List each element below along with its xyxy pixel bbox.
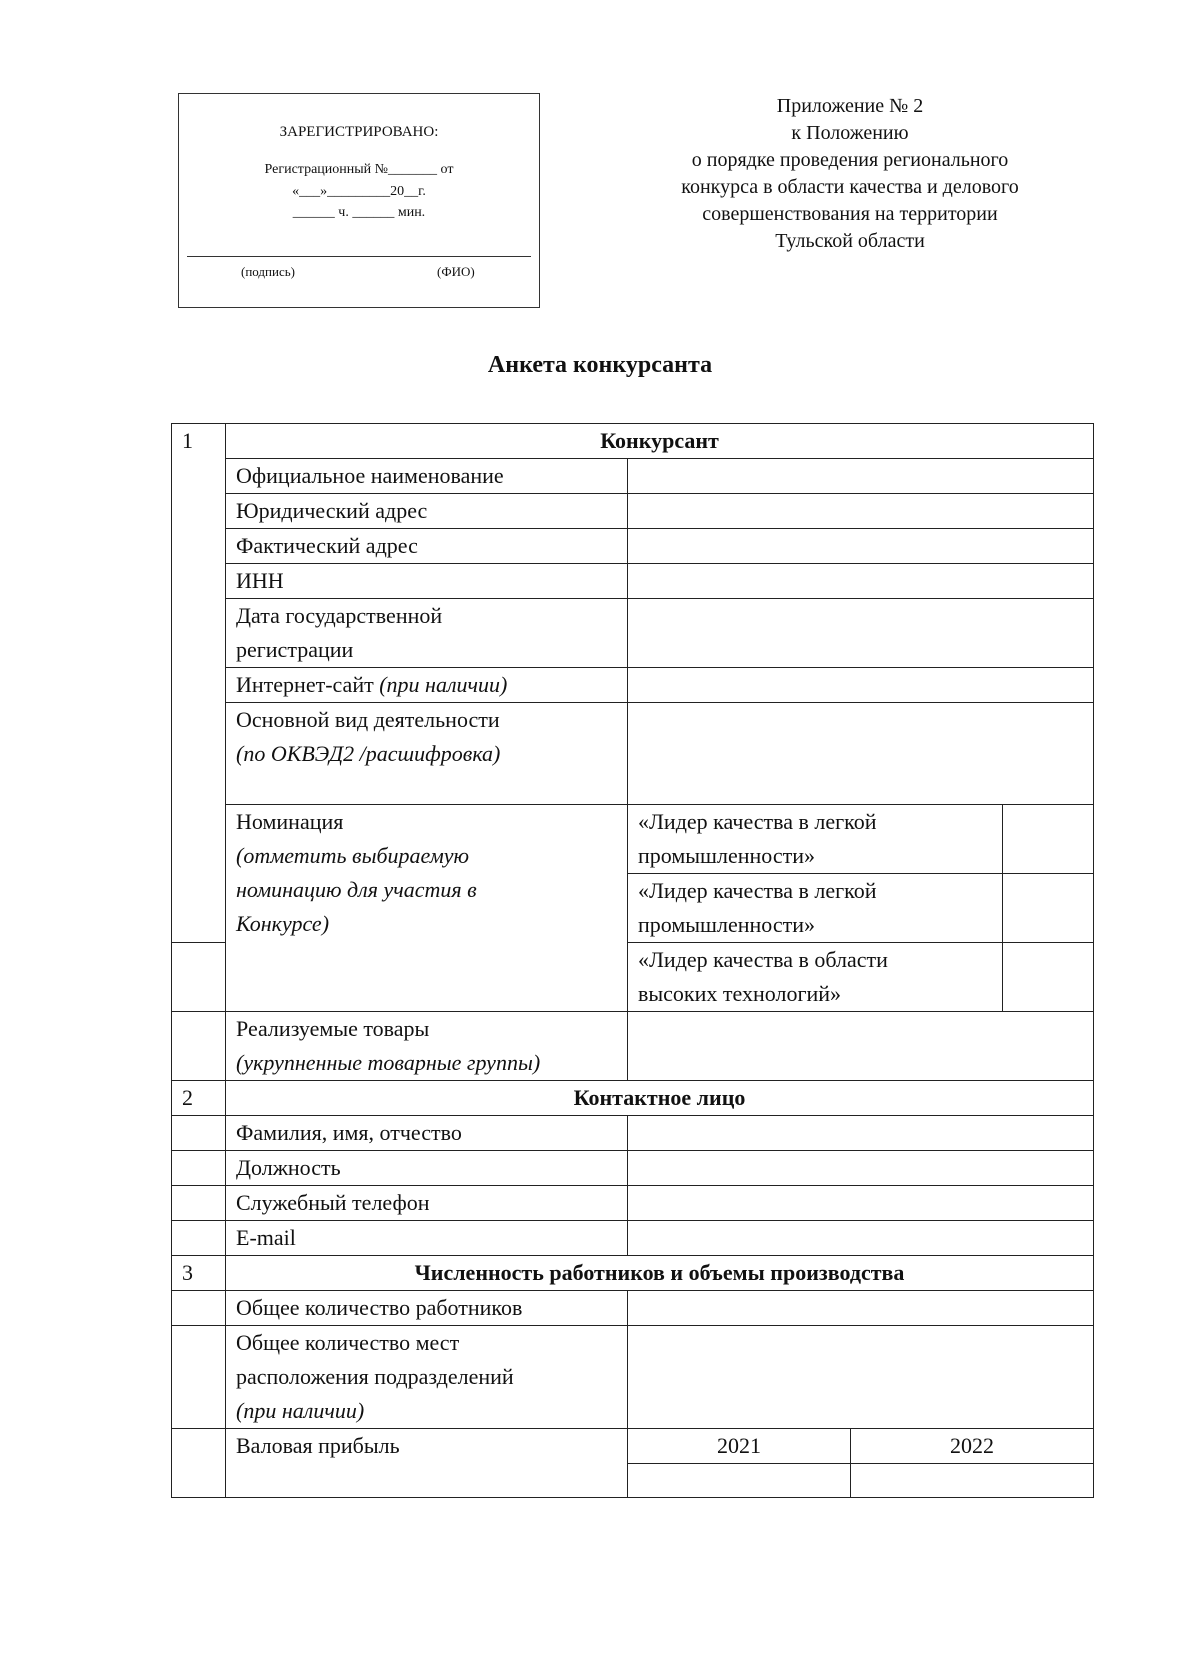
table-row xyxy=(172,1291,1094,1326)
field-label: E-mail xyxy=(226,1221,628,1256)
goods-field[interactable] xyxy=(628,1012,1094,1081)
empty-number-cell xyxy=(172,1151,226,1186)
locations-field[interactable] xyxy=(628,1326,1094,1429)
field-label: Дата государственной регистрации xyxy=(226,599,628,668)
table-row xyxy=(172,1221,1094,1256)
section-title: Численность работников и объемы производства xyxy=(226,1256,1094,1291)
table-row xyxy=(172,805,1094,874)
stamp-signature-line xyxy=(187,256,531,257)
position-field[interactable] xyxy=(628,1151,1094,1186)
field-label xyxy=(226,668,628,703)
empty-number-cell xyxy=(172,1116,226,1151)
table-row xyxy=(172,668,1094,703)
section-title: Конкурсант xyxy=(226,424,1094,459)
section-number: 3 xyxy=(172,1256,226,1291)
nomination-checkbox[interactable] xyxy=(1003,874,1094,943)
nomination-checkbox[interactable] xyxy=(1003,943,1094,1012)
table-row xyxy=(172,529,1094,564)
locations-note: (при наличии) xyxy=(236,1398,365,1423)
stamp-fio-label: (ФИО) xyxy=(437,264,475,279)
stamp-date: «___»_________20__г. xyxy=(292,184,426,199)
table-row xyxy=(172,1326,1094,1429)
stamp-title: ЗАРЕГИСТРИРОВАНО: xyxy=(279,124,439,140)
appendix-line: Тульской области xyxy=(775,230,925,252)
stamp-signature-label: (подпись) xyxy=(241,264,295,279)
appendix-line: о порядке проведения регионального xyxy=(691,149,1009,171)
official-name-field[interactable] xyxy=(628,459,1094,494)
employees-field[interactable] xyxy=(628,1291,1094,1326)
appendix-line: к Положению xyxy=(791,122,909,144)
gross-profit-2022-field[interactable] xyxy=(851,1464,1094,1498)
stamp-reg-number: Регистрационный №_______ от xyxy=(264,162,454,177)
activity-field[interactable] xyxy=(628,703,1094,805)
field-label xyxy=(226,1326,628,1429)
phone-field[interactable] xyxy=(628,1186,1094,1221)
section-title: Контактное лицо xyxy=(226,1081,1094,1116)
table-row xyxy=(172,1151,1094,1186)
empty-number-cell xyxy=(172,1429,226,1498)
gross-profit-2021-field[interactable] xyxy=(628,1464,851,1498)
legal-address-field[interactable] xyxy=(628,494,1094,529)
empty-number-cell xyxy=(172,943,226,1012)
nomination-option: «Лидер качества в области высоких технологий» xyxy=(628,943,1003,1012)
section-3-header xyxy=(172,1256,1094,1291)
section-number: 2 xyxy=(172,1081,226,1116)
field-label: ИНН xyxy=(226,564,628,599)
field-label: Официальное наименование xyxy=(226,459,628,494)
nomination-option: «Лидер качества в легкой промышленности» xyxy=(628,874,1003,943)
appendix-header xyxy=(640,93,1060,255)
table-row xyxy=(172,494,1094,529)
field-label: Общее количество работников xyxy=(226,1291,628,1326)
actual-address-field[interactable] xyxy=(628,529,1094,564)
registration-stamp xyxy=(178,93,540,308)
questionnaire-table xyxy=(171,423,1094,1498)
field-label xyxy=(226,703,628,805)
table-row xyxy=(172,599,1094,668)
document-title: Анкета конкурсанта xyxy=(487,352,713,378)
nomination-checkbox[interactable] xyxy=(1003,805,1094,874)
goods-label: Реализуемые товары xyxy=(236,1016,430,1041)
locations-label: Общее количество мест расположения подразделений xyxy=(236,1330,514,1389)
empty-number-cell xyxy=(172,1221,226,1256)
year-header: 2021 xyxy=(628,1429,851,1464)
website-note: (при наличии) xyxy=(379,672,508,697)
field-label: Валовая прибыль xyxy=(226,1429,628,1498)
field-label xyxy=(226,805,628,1012)
activity-note: (по ОКВЭД2 /расшифровка) xyxy=(236,741,501,766)
table-row xyxy=(172,703,1094,805)
section-2-header xyxy=(172,1081,1094,1116)
appendix-line: совершенствования на территории xyxy=(702,203,998,225)
website-label: Интернет-сайт xyxy=(236,672,380,697)
nomination-label: Номинация xyxy=(236,809,344,834)
table-row xyxy=(172,1116,1094,1151)
website-field[interactable] xyxy=(628,668,1094,703)
table-row xyxy=(172,459,1094,494)
table-row xyxy=(172,564,1094,599)
stamp-time: ______ ч. ______ мин. xyxy=(292,205,426,220)
goods-note: (укрупненные товарные группы) xyxy=(236,1050,541,1075)
appendix-line: конкурса в области качества и делового xyxy=(681,176,1019,198)
appendix-line: Приложение № 2 xyxy=(776,95,924,117)
table-row xyxy=(172,1012,1094,1081)
field-label: Юридический адрес xyxy=(226,494,628,529)
field-label: Фамилия, имя, отчество xyxy=(226,1116,628,1151)
empty-number-cell xyxy=(172,1291,226,1326)
table-row xyxy=(172,1429,1094,1464)
empty-number-cell xyxy=(172,1012,226,1081)
full-name-field[interactable] xyxy=(628,1116,1094,1151)
nomination-option: «Лидер качества в легкой промышленности» xyxy=(628,805,1003,874)
activity-label: Основной вид деятельности xyxy=(236,707,500,732)
section-number: 1 xyxy=(172,424,226,943)
section-1-header xyxy=(172,424,1094,459)
field-label: Фактический адрес xyxy=(226,529,628,564)
field-label: Должность xyxy=(226,1151,628,1186)
empty-number-cell xyxy=(172,1186,226,1221)
nomination-note: (отметить выбираемую номинацию для участия в Конкурсе) xyxy=(236,843,477,936)
field-label xyxy=(226,1012,628,1081)
email-field[interactable] xyxy=(628,1221,1094,1256)
year-header: 2022 xyxy=(851,1429,1094,1464)
inn-field[interactable] xyxy=(628,564,1094,599)
table-row xyxy=(172,1186,1094,1221)
field-label: Служебный телефон xyxy=(226,1186,628,1221)
reg-date-field[interactable] xyxy=(628,599,1094,668)
empty-number-cell xyxy=(172,1326,226,1429)
